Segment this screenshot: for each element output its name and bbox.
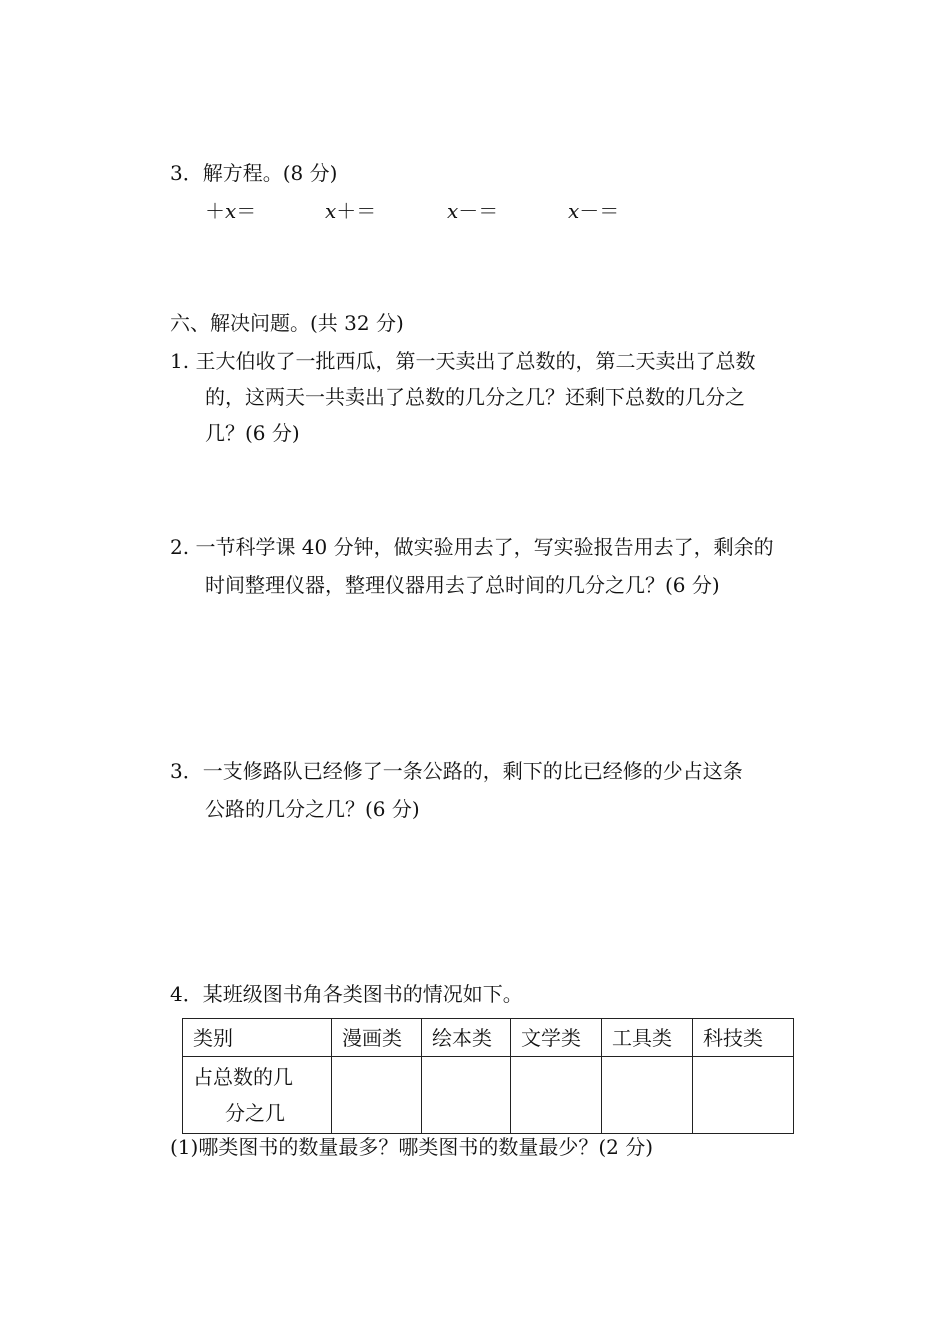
table-header-cell (511, 1019, 602, 1057)
table-header-cell (602, 1019, 693, 1057)
table-header-cell (183, 1019, 332, 1057)
equation-2 (325, 198, 376, 224)
problem-2-line-2: 时间整理仪器，整理仪器用去了总时间的几分之几？(6 分) (205, 573, 720, 597)
table-header-label: 漫画类 (342, 1026, 402, 1050)
equation-variable: x (225, 199, 237, 223)
table-header-label: 文学类 (521, 1026, 581, 1050)
table-header-cell (693, 1019, 794, 1057)
equation-3 (447, 198, 498, 224)
table-header-label: 绘本类 (432, 1026, 492, 1050)
sub-question-1: (1)哪类图书的数量最多？哪类图书的数量最少？(2 分) (170, 1135, 654, 1159)
equation-variable: x (447, 199, 459, 223)
problem-1-line-2: 的，这两天一共卖出了总数的几分之几？还剩下总数的几分之 (205, 385, 745, 409)
table-header-cell (422, 1019, 511, 1057)
table-row-label-cell (183, 1057, 332, 1134)
problem-1-line-1: 1. 王大伯收了一批西瓜，第一天卖出了总数的，第二天卖出了总数 (170, 349, 756, 373)
table-answer-cell[interactable] (511, 1057, 602, 1134)
table-answer-value (332, 1057, 421, 1060)
problem-4-title: 4．某班级图书角各类图书的情况如下。 (170, 982, 523, 1006)
table-header-row (183, 1019, 794, 1057)
table-header-label: 工具类 (612, 1026, 672, 1050)
table-header-label: 类别 (193, 1026, 233, 1050)
table-header-label: 科技类 (703, 1026, 763, 1050)
equation-operator: ＋ (205, 199, 225, 223)
equation-operator: －＝ (458, 199, 499, 223)
table-answer-cell[interactable] (602, 1057, 693, 1134)
problem-3-line-1: 3．一支修路队已经修了一条公路的，剩下的比已经修的少占这条 (170, 759, 743, 783)
table-answer-cell[interactable] (422, 1057, 511, 1134)
table-row-label-line-2: 分之几 (225, 1101, 285, 1125)
table-row-label-line-1: 占总数的几 (193, 1065, 293, 1089)
problem-3-line-2: 公路的几分之几？(6 分) (205, 797, 420, 821)
equation-operator: －＝ (579, 199, 620, 223)
equation-operator: ＋＝ (336, 199, 377, 223)
equation-variable: x (325, 199, 337, 223)
equation-1 (205, 198, 256, 224)
book-category-table (182, 1018, 794, 1134)
equation-operator: ＝ (236, 199, 257, 223)
table-answer-value (602, 1057, 692, 1060)
equation-variable: x (568, 199, 580, 223)
equation-4 (568, 198, 619, 224)
problem-2-line-1: 2. 一节科学课 40 分钟，做实验用去了，写实验报告用去了，剩余的 (170, 535, 774, 559)
table-answer-value (422, 1057, 510, 1060)
table-row (183, 1057, 794, 1134)
question-title: 3．解方程。(8 分) (170, 161, 338, 185)
problem-1-line-3: 几？(6 分) (205, 421, 300, 445)
table-answer-cell[interactable] (693, 1057, 794, 1134)
table-header-cell (332, 1019, 422, 1057)
table-row-label (183, 1057, 331, 1131)
table-answer-value (693, 1057, 793, 1060)
section-title: 六、解决问题。(共 32 分) (170, 311, 404, 335)
table-answer-value (511, 1057, 601, 1060)
table-answer-cell[interactable] (332, 1057, 422, 1134)
